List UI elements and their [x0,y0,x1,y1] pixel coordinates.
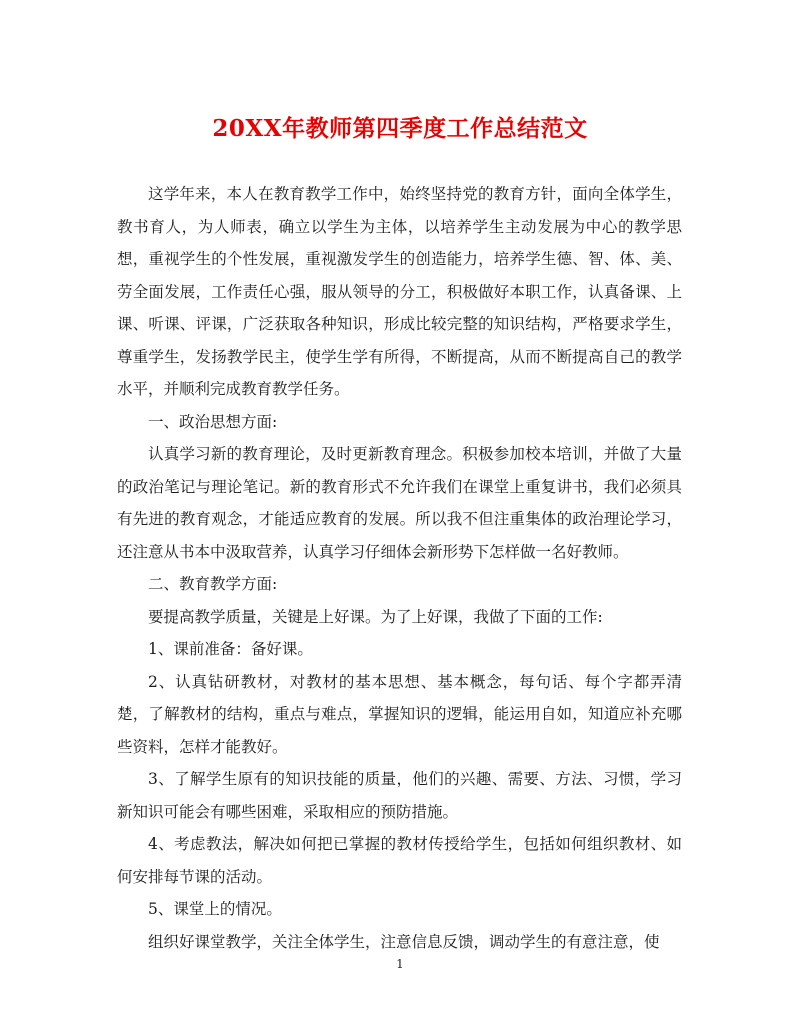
paragraph-politics: 认真学习新的教育理论，及时更新教育理念。积极参加校本培训，并做了大量的政治笔记与理论笔记。新的教育形式不允许我们在课堂上重复讲书，我们必须具有先进的教育观念，才能适应教育的发展。所以我不但注重集体的政治理论学习，还注意从书本中汲取营养，认真学习仔细体会新形势下怎样做一名好教师。 [117,445,682,561]
paragraph-classroom: 组织好课堂教学，关注全体学生，注意信息反馈，调动学生的有意注意，使 [148,932,660,951]
list-item-4: 4、考虑教法，解决如何把已掌握的教材传授给学生，包括如何组织教材、如何安排每节课的活动。 [117,835,682,886]
list-item-5: 5、课堂上的情况。 [148,900,282,918]
document-body [117,178,682,958]
section-heading-teaching: 二、教育教学方面: [148,575,278,593]
page-number: 1 [396,957,404,971]
list-item-3: 3、了解学生原有的知识技能的质量，他们的兴趣、需要、方法、习惯，学习新知识可能会有哪些困难，采取相应的预防措施。 [117,770,682,821]
paragraph-teaching-intro: 要提高教学质量，关键是上好课。为了上好课，我做了下面的工作: [148,607,603,626]
list-item-1: 1、课前准备：备好课。 [148,640,313,658]
document-title: 20XX年教师第四季度工作总结范文 [212,115,588,142]
list-item-2: 2、认真钻研教材，对教材的基本思想、基本概念，每句话、每个字都弄清楚，了解教材的结构，重点与难点，掌握知识的逻辑，能运用自如，知道应补充哪些资料，怎样才能教好。 [117,672,682,756]
section-heading-politics: 一、政治思想方面: [148,412,278,431]
paragraph-intro: 这学年来，本人在教育教学工作中，始终坚持党的教育方针，面向全体学生，教书育人，为人师表，确立以学生为主体，以培养学生主动发展为中心的教学思想，重视学生的个性发展，重视激发学生的创造能力，培养学生德、智、体、美、劳全面发展，工作责任心强，服从领导的分工，积极做好本职工作，认真备课、上课、听课、评课，广泛获取各种知识，形成比较完整的知识结构，严格要求学生，尊重学生，发扬教学民主，使学生学有所得，不断提高，从而不断提高自己的教学水平，并顺利完成教育教学任务。 [117,185,682,398]
